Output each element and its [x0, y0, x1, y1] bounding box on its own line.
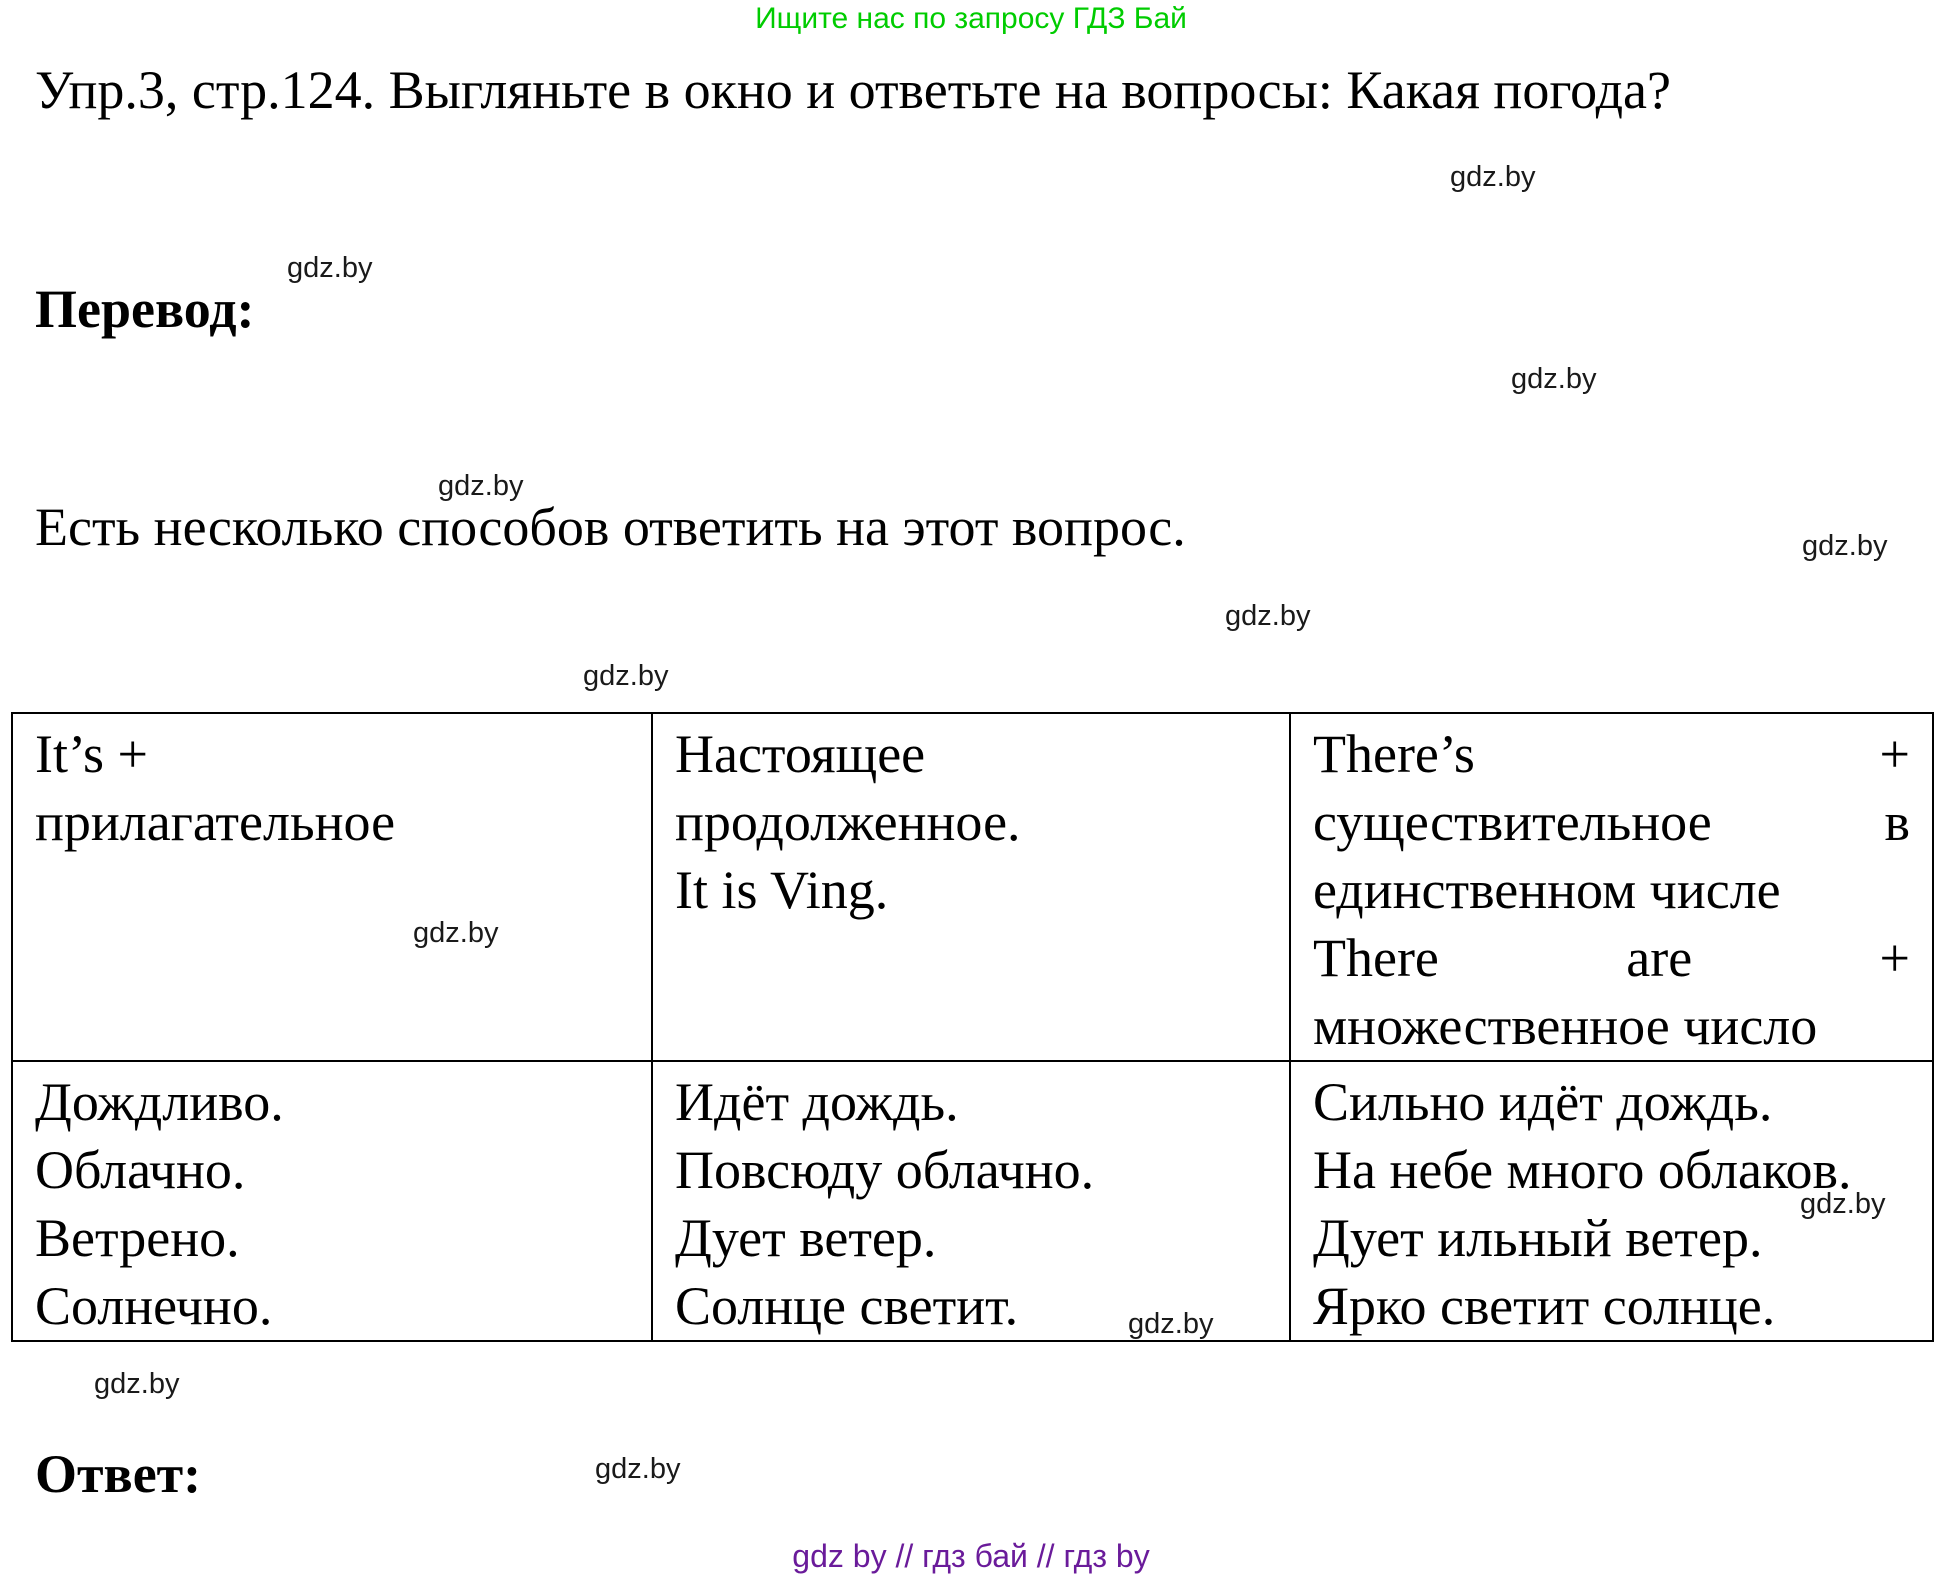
cell-line: Дует ветер. — [675, 1208, 937, 1268]
translation-heading: Перевод: — [35, 279, 255, 339]
cell-line: Повсюду облачно. — [675, 1140, 1095, 1200]
table-row — [12, 1061, 1933, 1341]
cell-line: множественное число — [1313, 996, 1818, 1056]
cell-word: в — [1884, 792, 1910, 852]
watermark: gdz.by — [1511, 363, 1597, 395]
cell-word: There’s — [1313, 724, 1475, 784]
table-row — [12, 713, 1933, 1061]
cell-line — [1313, 720, 1910, 788]
cell-line: Солнце светит. — [675, 1276, 1019, 1336]
watermark: gdz.by — [1802, 530, 1888, 562]
cell-line: Ярко светит солнце. — [1313, 1276, 1776, 1336]
search-banner: Ищите нас по запросу ГДЗ Бай — [755, 2, 1187, 35]
cell-word: существительное — [1313, 792, 1712, 852]
watermark: gdz.by — [1128, 1308, 1214, 1340]
cell-word: There — [1313, 928, 1439, 988]
watermark: gdz.by — [1450, 161, 1536, 193]
table-cell — [12, 1061, 652, 1341]
exercise-title: Упр.3, стр.124. Выгляньте в окно и ответьте на вопросы: Какая погода? — [35, 60, 1671, 120]
answer-heading: Ответ: — [35, 1444, 202, 1504]
cell-line: It’s + — [35, 724, 148, 784]
cell-line: Идёт дождь. — [675, 1072, 959, 1132]
cell-line: продолженное. — [675, 792, 1021, 852]
cell-word: + — [1879, 928, 1910, 988]
cell-line: Облачно. — [35, 1140, 246, 1200]
table-cell — [652, 713, 1290, 1061]
watermark: gdz.by — [1225, 600, 1311, 632]
watermark: gdz.by — [287, 252, 373, 284]
intro-text: Есть несколько способов ответить на этот вопрос. — [35, 497, 1186, 557]
answer-table — [11, 712, 1934, 1342]
table-cell — [1290, 713, 1933, 1061]
cell-word: are — [1626, 928, 1693, 988]
cell-line: Ветрено. — [35, 1208, 240, 1268]
watermark: gdz.by — [1800, 1188, 1886, 1220]
watermark: gdz.by — [595, 1453, 681, 1485]
cell-line: единственном числе — [1313, 860, 1781, 920]
table-cell — [652, 1061, 1290, 1341]
watermark: gdz.by — [413, 917, 499, 949]
watermark: gdz.by — [583, 660, 669, 692]
cell-line: прилагательное — [35, 792, 396, 852]
cell-line — [1313, 788, 1910, 856]
cell-line: Дождливо. — [35, 1072, 284, 1132]
cell-line: На небе много облаков. — [1313, 1140, 1852, 1200]
footer-links: gdz by // гдз бай // гдз by — [792, 1538, 1150, 1574]
watermark: gdz.by — [94, 1368, 180, 1400]
cell-line: Настоящее — [675, 724, 926, 784]
cell-line: It is Ving. — [675, 860, 889, 920]
cell-line: Солнечно. — [35, 1276, 273, 1336]
table-cell — [12, 713, 652, 1061]
watermark: gdz.by — [438, 470, 524, 502]
cell-line: Дует ильный ветер. — [1313, 1208, 1763, 1268]
cell-line — [1313, 924, 1910, 992]
cell-line: Сильно идёт дождь. — [1313, 1072, 1773, 1132]
cell-word: + — [1879, 724, 1910, 784]
